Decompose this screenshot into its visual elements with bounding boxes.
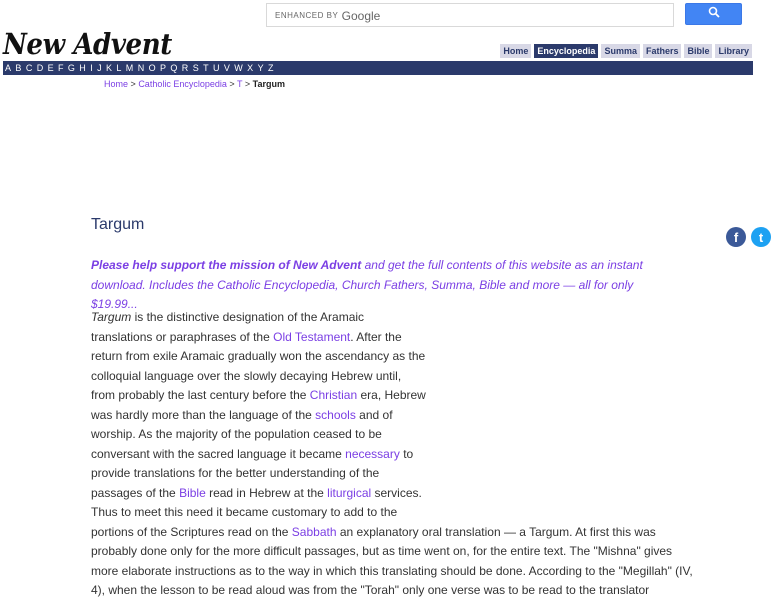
letter-link[interactable]: O [148,63,156,73]
text-span: portions of the Scriptures read on the [91,524,292,539]
letter-link[interactable]: R [181,63,189,73]
letter-link[interactable]: B [15,63,22,73]
text-span: read in Hebrew at the [205,485,328,500]
search-icon [708,5,720,23]
letter-link[interactable]: Z [267,63,274,73]
breadcrumb-separator: > [244,79,251,89]
article-line: 4), when the lesson to be read aloud was from the "Torah" only one verse was to be read to the translator [91,583,650,597]
link-liturgical[interactable]: liturgical [327,485,372,500]
letter-link[interactable]: M [125,63,134,73]
letter-link[interactable]: Y [257,63,264,73]
letter-link[interactable]: V [223,63,230,73]
article-line: provide translations for the better understanding of the [91,466,380,480]
letter-link[interactable]: P [159,63,166,73]
breadcrumb-letter[interactable]: T [237,79,243,89]
letter-link[interactable]: D [36,63,44,73]
breadcrumb-encyclopedia[interactable]: Catholic Encyclopedia [138,79,227,89]
text-span: to [399,446,414,461]
article-line: Thus to meet this need it became customary to add to the [91,505,398,519]
breadcrumb [104,79,285,89]
article-line: more elaborate instructions as to the way in which this translating should be done. According to the "Megillah" (IV, [91,563,693,578]
nav-home[interactable]: Home [500,44,531,58]
nav-fathers[interactable]: Fathers [643,44,682,58]
link-schools[interactable]: schools [315,407,356,422]
search-box [266,3,742,27]
letter-link[interactable]: F [58,63,64,73]
article-line [91,308,693,328]
breadcrumb-current: Targum [252,79,285,89]
article-line [91,484,693,504]
text-span: conversant with the sacred language it became [91,446,346,461]
alphabet-bar [3,61,753,75]
text-span: era, Hebrew [357,388,426,402]
search-input[interactable] [266,3,674,27]
text-span: an explanatory oral translation — a Targum. At first this was [336,524,656,539]
article-body [91,308,693,600]
link-christian[interactable]: Christian [309,388,358,402]
text-span: and of [355,407,393,422]
letter-link[interactable]: X [247,63,254,73]
support-notice[interactable] [91,256,671,315]
search-button[interactable] [685,3,742,25]
article-line: return from exile Aramaic gradually won the ascendancy as the [91,349,426,363]
share-buttons [726,227,771,247]
breadcrumb-separator: > [130,79,136,89]
link-necessary[interactable]: necessary [345,446,400,461]
nav-encyclopedia[interactable]: Encyclopedia [534,44,598,58]
letter-link[interactable]: E [47,63,54,73]
text-span: . After the [350,329,402,344]
letter-link[interactable]: K [105,63,112,73]
article-line [91,445,693,465]
search-branding: ENHANCED BY Google [275,9,381,23]
link-sabbath[interactable]: Sabbath [291,524,337,539]
article-line [91,386,693,406]
term-targum: Targum [91,310,132,324]
letter-link[interactable]: J [97,63,102,73]
nav-summa[interactable]: Summa [601,44,640,58]
letter-link[interactable]: U [212,63,220,73]
text-span: from probably the last century before the [91,388,310,402]
nav-library[interactable]: Library [715,44,752,58]
page-title: Targum [91,216,145,233]
support-headline: Please help support the mission of New Advent [91,258,362,272]
site-logo[interactable]: New Advent [3,27,172,61]
support-text: and get the full contents of this website as an instant download. Includes the Catholic Encyclopedia, Church Fathers, Summa, Bible and more — all for only $19.99... [91,258,643,311]
letter-link[interactable]: L [116,63,122,73]
letter-link[interactable]: N [137,63,145,73]
text-span: was hardly more than the language of the [91,407,316,422]
article-line [91,523,693,543]
twitter-icon[interactable]: t [751,227,771,247]
breadcrumb-home[interactable]: Home [104,79,129,89]
article-line [91,406,693,426]
text-span: services. [371,485,422,500]
letter-link[interactable]: Q [170,63,178,73]
text-span: is the distinctive designation of the Aramaic [131,310,365,324]
link-bible[interactable]: Bible [179,485,206,500]
letter-link[interactable]: S [192,63,199,73]
letter-link[interactable]: A [5,63,12,73]
text-span: translations or paraphrases of the [91,329,274,344]
breadcrumb-separator: > [229,79,235,89]
letter-link[interactable]: H [79,63,86,73]
letter-link[interactable]: G [67,63,75,73]
article-line: colloquial language over the slowly decaying Hebrew until, [91,368,402,383]
article-line: probably done only for the more difficult passages, but as time went on, for the entire text. The "Mishna" gives [91,544,673,558]
letter-link[interactable]: I [90,63,93,73]
article-line: worship. As the majority of the population ceased to be [91,427,382,441]
top-navigation [500,44,752,58]
link-old-testament[interactable]: Old Testament [273,329,351,344]
nav-bible[interactable]: Bible [684,44,712,58]
letter-link[interactable]: C [25,63,33,73]
text-span: passages of the [91,485,180,500]
facebook-icon[interactable]: f [726,227,746,247]
article-line [91,328,693,348]
letter-link[interactable]: W [234,63,243,73]
letter-link[interactable]: T [203,63,209,73]
